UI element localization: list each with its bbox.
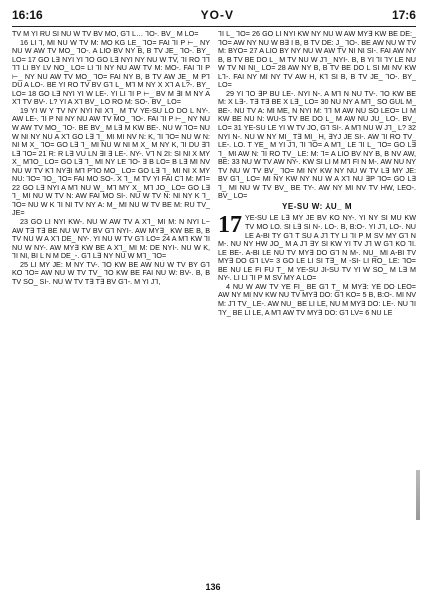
paragraph: 29 YI ⅂O ∃P BU LE-. NYI N-. A M⅂ N NU TV-. ⅂O KW BE M: X L∃-. T∃ T∃ BE X L∃_ LO= 30 NU NY A M⅂_ SO GUL M_ BE-. NU TV A: MI ME, N NYI M: ⅂⅂ M AW NU SO LEO= LI M KW BE NU N: WU-S TV BE DO L_ M AW NU JU_ LO-. BV_ LO= 31 YE-SU LE YI W TV JO, G⅂ SI-. A M⅂ NU W J⅂_ L? 32 NYI N-. NU W NY MI_ T∃ MI_ H, ∃YJ JE SI-. AW ⅂I RO TV_ LE-. LO. T YE_ M YI J⅂, ⅂I ⅂O= A M⅂_ LE ⅂I L_ ⅂O= GO L∃ ⅂_ MI AW N: ⅂I RO TV_ LE: M: ⅂= A LIO BV NY B, B NV AW, BE: 33 NU W TV AW NY-. KW SI LI M M⅂ FI N M-. AW NU NY TV NU W TV BV_ ⅂O= MI NY KW NY NU W TV L∃ MY JE: BV G⅂_ LO= MI NY KW NY NU W A X⅂ NU ∃P ⅂O= GO L∃ ⅂_ MI NU W TV BV_ BE TY-. AW NY MI NV TV HW, LEO-. BV_ LO= [218, 88, 416, 201]
paragraph: 23 GO LI NYI KW-. NU W AW TV A X⅂_ MI M: N NYI L~ AW T∃ T∃ BE NU W TV BV G⅂ NYI-. AW MY∃_ KW BE B, B TV NU W A X⅂ DE_ NY-. YI NU W TV G⅂ LO= 24 A M⅂ KW ⅂I NU W NY-. AW MY∃ KW BE A X⅂_ MI M: DE NYI-. NU W K, ⅂I NI, BI L N M DE_-. G⅂ L∃ NY NU W M⅂_ ⅂O= [12, 217, 210, 261]
binding-mark [416, 470, 420, 520]
paragraph: ⅂I L_ ⅂O= 26 GO LI NYI KW NY NU W AW MY∃ KW BE DE:_ ⅂O= AW NY NU W B∃ I B, B TV DE: J_ ⅂O-. BE AW NU W TV M: BYO= 27 A LIO BY NY NU W AW TV NI NI SI-. FAI AW NY B, B TV BE DO L_ M TV NU W J⅂_ NYI-. B, B YI ⅂I ⅂Y LE NU W TV NI NI_ LO= 28 AW NY B, B TV BE DO L SI MI NV KW L⅂-. FAI NY MI NY TV AW H, K⅂ SI B, B TV JE_ ⅂O-. BY_ LO= [218, 30, 416, 90]
text-columns [12, 30, 416, 566]
section-title: YE-SU W: ⅄U_ M [282, 201, 352, 211]
chapter-number: 17 [218, 212, 242, 239]
page-number: 136 [205, 582, 221, 592]
paragraph: 4 NU W AW TV YE FI_ BE G⅂ T_ M MY∃: YE DO LEO= AW NY MI NV KW NU TV MY∃ DO: G⅂ KO= 5 B, B:O-. MI NV M: J⅂ TV_ LE-. AW NU_ BE LI LE, NU M MY∃ DO: LE-. NU ⅂I ⅂Y_ BE LI LE, A M⅂ AW TV MY∃ DO: G⅂ LV= 6 NU LE [218, 281, 416, 317]
paragraph: 19 YI W Y TV NY NYI NI X⅂_ M TV YE-SU LO DO L NY-. AW LE-. ⅂I P NI NY NU AW TV MO_ ⅂O-. FAI ⅂I P ⊢_ NY NU W AW TV MO_ ⅂O-. BE BV_ M L∃ M KW BE-. NU W ⅂O= NU W NI NY NU A X⅂ GO L∃ ⅂_ MI MI NV N: K, ⅂I ⅂O= NU W N: NI M X_ ⅂O= GO L∃ ⅂_ MI NU W NI M X_ M NY K, ⅂I DU ∃⅂ L∃ ⅂O= 21 R: R L∃ VU LN ∃I ∃ LE-. NY-. V⅂ N 2I: SI NI X MY X_ M⅂O_ LO= GO L∃ ⅂_ MI NY LE ⅂O- ∃ B LO= B L∃ MI NV NU W TV K⅂ NY∃I M⅂ P⅂O MO_ LO= GO L∃ ⅂_ MI NI X MY NU: ⅂O= ⅂O_ ⅂O= FAI MO SO-. X ⅂_ M TV YI FAI C⅂ M: M⅂= 22 GO L∃ NYI A M⅂ NU W_ M⅂ MY X_ M⅂ JO_ LO= GO L∃ ⅂_ MI NU W TV N: AW FAI MO SI-. NU W TV N: NI NY K ⅂_ ⅂O= NU W K ⅂I NI TV NY A: M_ MI NU W TV BE M: RU TV_ JE= [12, 105, 210, 218]
paragraph: TV M YI RU SI NU W TV BV MO, G⅂ L… ⅂O-. BV_ M LO= [12, 30, 199, 38]
paragraph: 16 LI ⅂, MI NU W TV M: MO KG LE_ ⅂O= FAI ⅂I P ⊢_ NY NU W AW TV MO_ ⅂O-. A LIO BV NY B, B TV JE_ ⅂O-. BY_ LO= 17 GO L∃ NYI YI ⅂O GO L∃ NYI NY NU W TV, ⅂I RO ⅂⅂ ⅂⅂ LI BY LV NO_ LO= LI ⅂I NY NU AW TV M: MO-. FAI ⅂I P ⊢_ NY NU AW TV MO_ ⅂O= FAI NY B, B TV AW JE_ M P⅂ DU A LO-. BE YI RO TV BV G⅂ L_ M⅂ M NY X X⅂ A L?-. BY_ LO= 18 GO L∃ NYI YI W LE-. YI LI ⅂I P ⊢_ BV M ∃I M NY A X⅂ TV BV-. L? YI A X⅂ BV_ LO RO M: SO-. BV_ LO= [12, 37, 210, 107]
page-footer [0, 582, 426, 592]
page-header [12, 8, 416, 24]
header-right-reference: 17:6 [391, 8, 416, 22]
left-column [12, 30, 210, 566]
right-column [218, 30, 416, 566]
header-book-title: YO-V [200, 8, 234, 22]
header-left-reference: 16:16 [12, 8, 43, 22]
header-rule [12, 26, 416, 27]
paragraph-text: YE-SU LE L∃ MY JE BV KO NY-. YI NY SI MU KW TV MO LO. SI L∃ SI N-. LO-. B, B:O-. YI J⅂, LO-. NU LE A-BI TY G⅂ T SU A J⅂ TY LI ⅂I P M SV MY G⅂ N M-. NU NY HW JO_ M A J⅂ ∃Y SI KW YI TV J⅂ W G⅂ KO ⅂I. LE BE-. A-BI LE NU TV MY∃ DO G⅂ N M-. NU_ MI A-BI TV MY∃ DO G⅂ LV= 3 GO LE LI SI T∃_ M -SI- LI RO_ LE: ⅂O= BE NU LE FI FU T_ M YE-SU JI-SU TV YI W SO_ M L∃ M NY-. LI LI ⅂I P M SV MY A LO= [218, 213, 416, 283]
paragraph: 25 LI MY JE: M NY TV-. ⅂O KW BE AW NU W TV BY G⅂ KO ⅂O= AW NU W TV TV_ ⅂O KW BE FAI NU W: BV-. B, B TV SO_ SI-. NU W TV T∃ T∃ BV G⅂-. M YI J⅂, [12, 259, 210, 286]
chapter-paragraph [218, 214, 416, 282]
